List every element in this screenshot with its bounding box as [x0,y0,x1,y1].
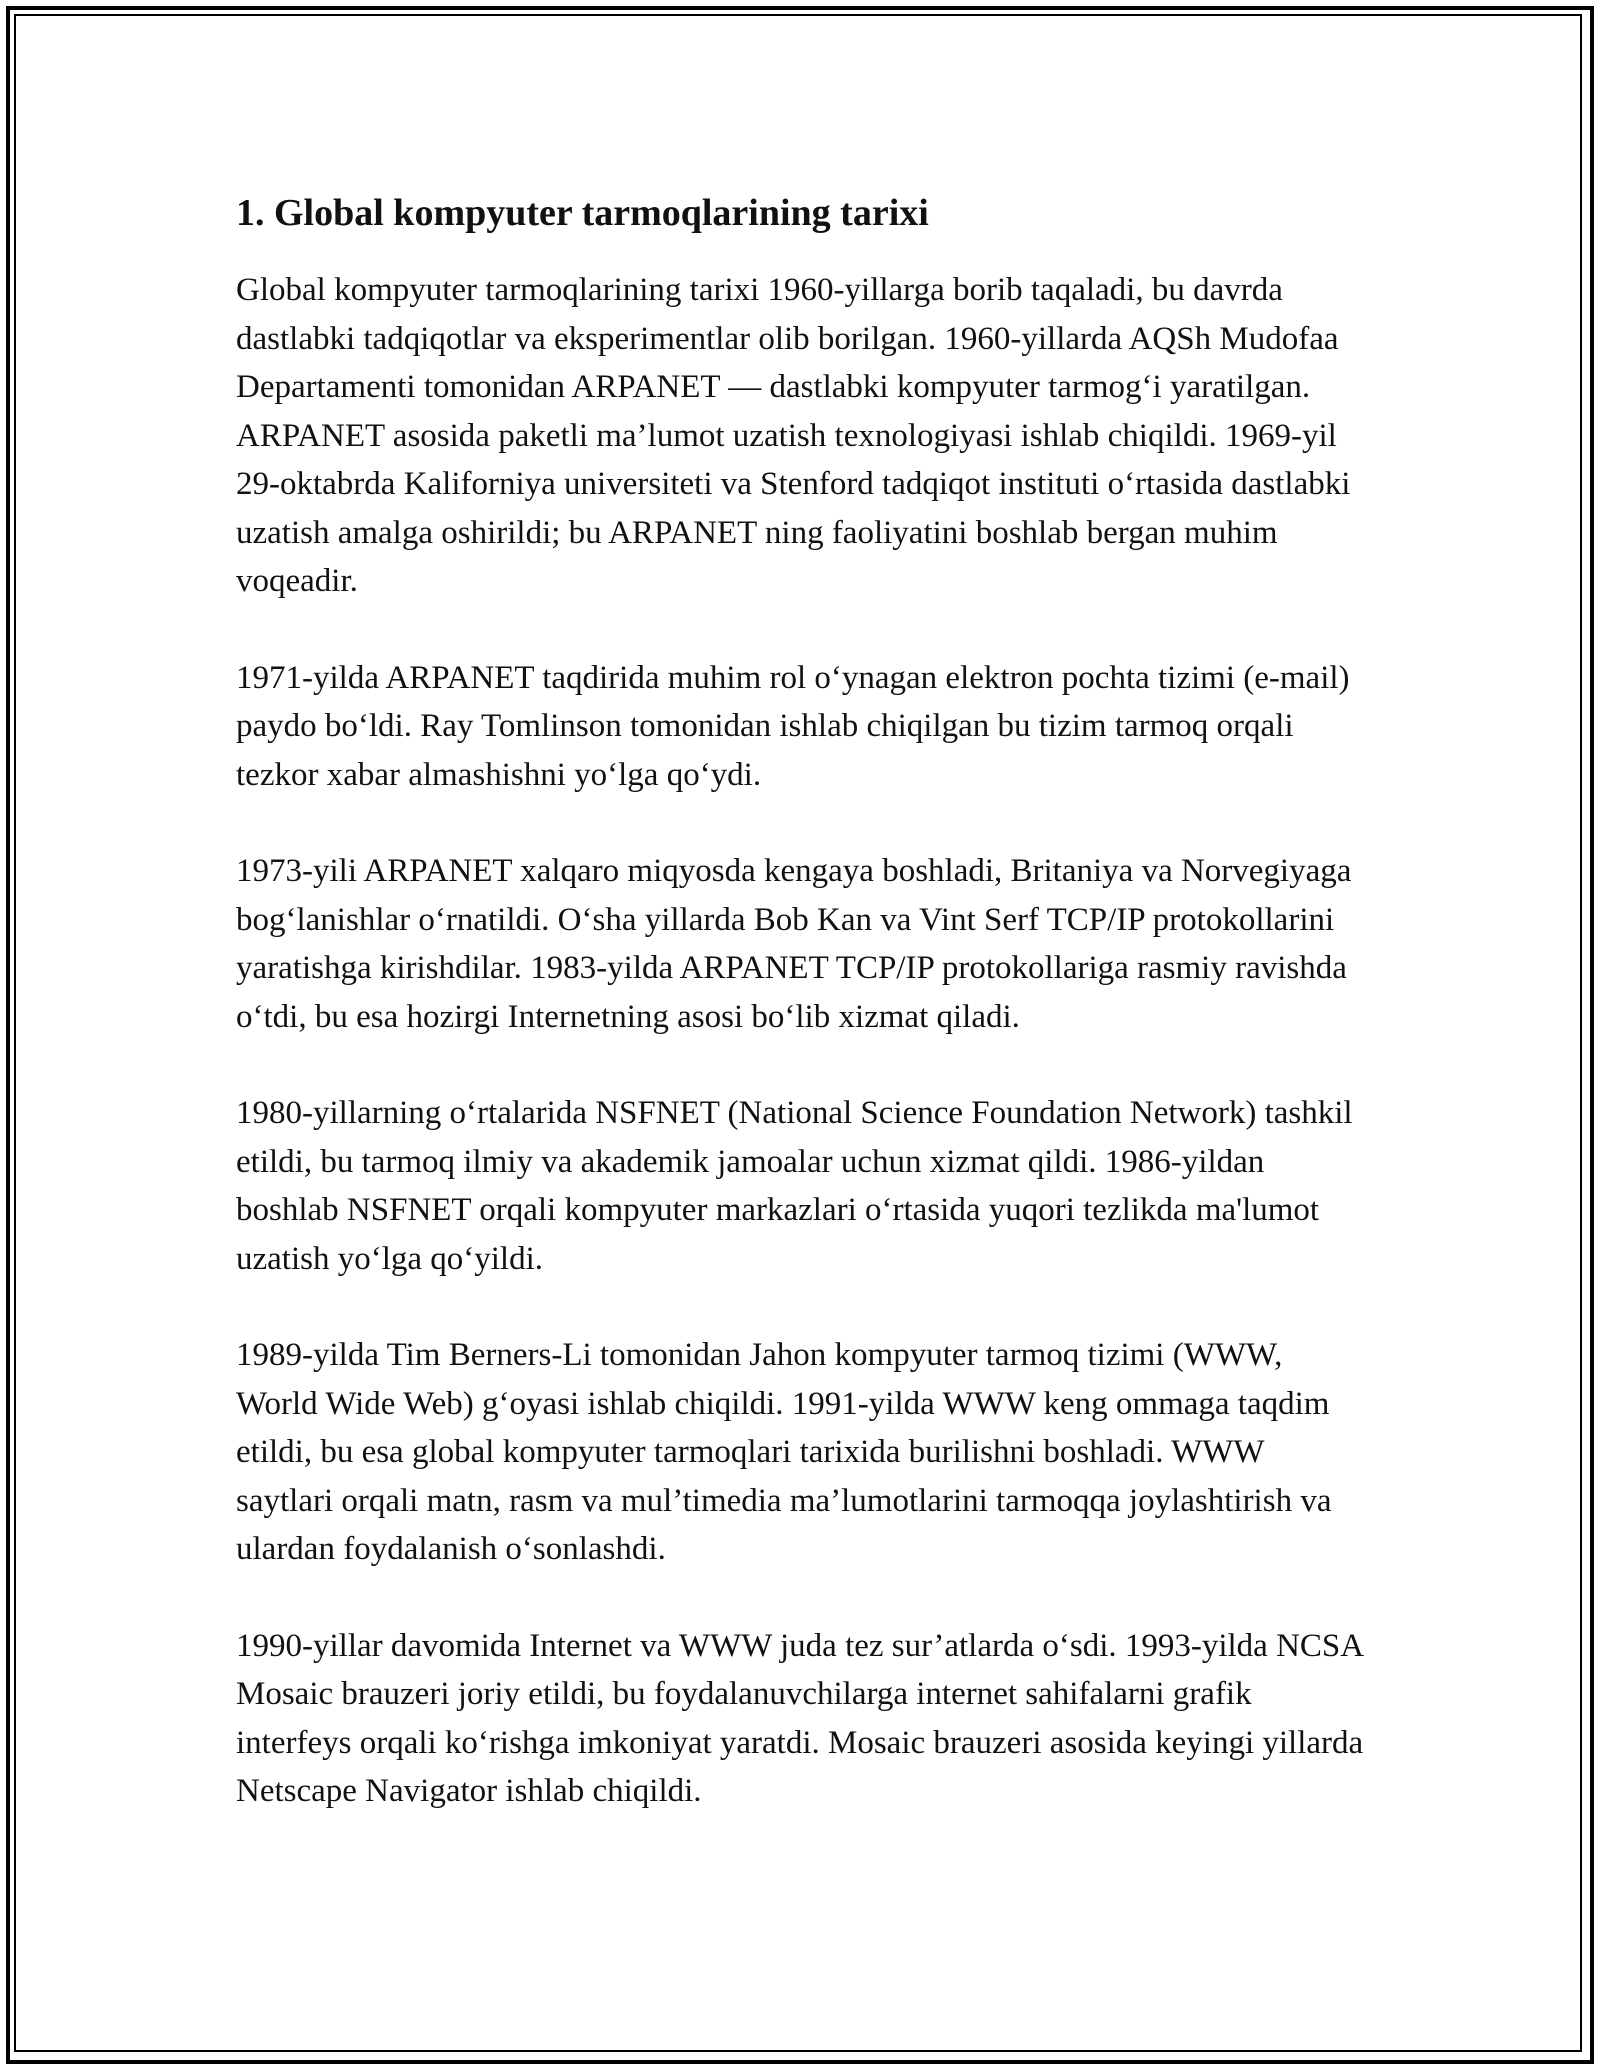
paragraph-tcp-ip: 1973-yili ARPANET xalqaro miqyosda kengaya boshladi, Britaniya va Norvegiyaga bog‘lanishlar o‘rnatildi. O‘sha yillarda Bob Kan va Vint Serf TCP/IP protokollarini yaratishga kirishdilar. 1983-yilda ARPANET TCP/IP protokollariga rasmiy ravishda o‘tdi, bu esa hozirgi Internetning asosi bo‘lib xizmat qiladi. [236,853,1352,1035]
paragraph-email: 1971-yilda ARPANET taqdirida muhim rol o‘ynagan elektron pochta tizimi (e-mail) paydo bo‘ldi. Ray Tomlinson tomonidan ishlab chiqilgan bu tizim tarmoq orqali tezkor xabar almashishni yo‘lga qo‘ydi. [236,659,1350,793]
paragraph-mosaic: 1990-yillar davomida Internet va WWW juda tez sur’atlarda o‘sdi. 1993-yilda NCSA Mosaic brauzeri joriy etildi, bu foydalanuvchilarga internet sahifalarni grafik interfeys orqali ko‘rishga imkoniyat yaratdi. Mosaic brauzeri asosida keyingi yillarda Netscape Navigator ishlab chiqildi. [236,1627,1364,1809]
paragraph-nsfnet: 1980-yillarning o‘rtalarida NSFNET (National Science Foundation Network) tashkil etildi, bu tarmoq ilmiy va akademik jamoalar uchun xizmat qildi. 1986-yildan boshlab NSFNET orqali kompyuter markazlari o‘rtasida yuqori tezlikda ma'lumot uzatish yo‘lga qo‘yildi. [236,1095,1353,1277]
paragraph-www: 1989-yilda Tim Berners-Li tomonidan Jahon kompyuter tarmoq tizimi (WWW, World Wide Web) g‘oyasi ishlab chiqildi. 1991-yilda WWW keng ommaga taqdim etildi, bu esa global kompyuter tarmoqlari tarixida burilishni boshladi. WWW saytlari orqali matn, rasm va mul’timedia ma’lumotlarini tarmoqqa joylashtirish va ulardan foydalanish o‘sonlashdi. [236,1337,1332,1567]
document-body [236,190,1366,1864]
document-title: 1. Global kompyuter tarmoqlarining tarixi [236,192,929,234]
paragraph-arpanet-origins: Global kompyuter tarmoqlarining tarixi 1960-yillarga borib taqaladi, bu davrda dastlabki tadqiqotlar va eksperimentlar olib borilgan. 1960-yillarda AQSh Mudofaa Departamenti tomonidan ARPANET — dastlabki kompyuter tarmog‘i yaratilgan. ARPANET asosida paketli ma’lumot uzatish texnologiyasi ishlab chiqildi. 1969-yil 29-oktabrda Kaliforniya universiteti va Stenford tadqiqot instituti o‘rtasida dastlabki uzatish amalga oshirildi; bu ARPANET ning faoliyatini boshlab bergan muhim voqeadir. [236,272,1351,599]
